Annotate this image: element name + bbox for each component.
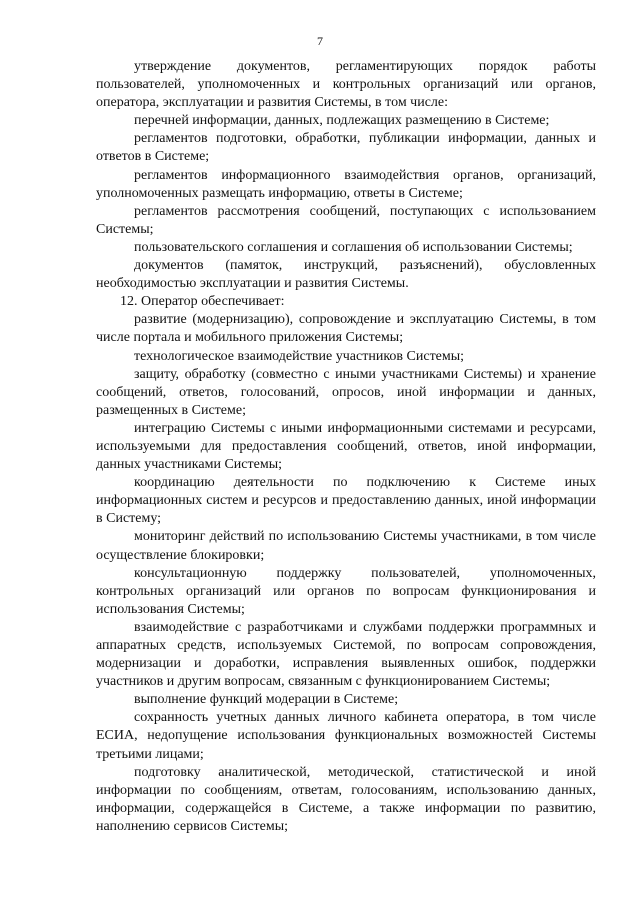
paragraph-technological-interaction: технологическое взаимодействие участников Системы; xyxy=(134,348,465,364)
paragraph-account-security: сохранность учетных данных личного кабинета оператора, в том числе ЕСИА, недопущение использования функциональных возможностей Системы третьими лицами; xyxy=(96,710,596,762)
paragraph-moderation: выполнение функций модерации в Системе; xyxy=(134,692,399,708)
paragraph-connection-coordination: координацию деятельности по подключению к Системе иных информационных систем и ресурсов и предоставлению данных, иной информации в Систему; xyxy=(96,475,596,527)
paragraph-system-integration: интеграцию Системы с иными информационными системами и ресурсами, используемыми для предоставления сообщений, ответов, иной информации, данных участниками Системы; xyxy=(96,420,596,473)
paragraph-interaction-regulations: регламентов информационного взаимодействия органов, организаций, уполномоченных размещать информацию, ответы в Системе; xyxy=(96,167,596,201)
paragraph-preparation-regulations: регламентов подготовки, обработки, публикации информации, данных и ответов в Системе; xyxy=(96,131,596,165)
paragraph-data-protection: защиту, обработку (совместно с иными участниками Системы) и хранение сообщений, ответов, голосований, опросов, иной информации и данных, размещенных в Системе; xyxy=(96,366,596,418)
paragraph-consulting-support: консультационную поддержку пользователей, уполномоченных, контрольных организаций или органов по вопросам функционирования и использования Системы; xyxy=(96,565,596,617)
paragraph-system-development: развитие (модернизацию), сопровождение и эксплуатацию Системы, в том числе портала и мобильного приложения Системы; xyxy=(96,312,596,346)
page-number: 7 xyxy=(317,34,323,48)
paragraph-analytics-preparation: подготовку аналитической, методической, статистической и иной информации по сообщениям, ответам, голосованиям, использованию данных, информации, содержащейся в Системе, а также информации по развитию, наполнению сервисов Системы; xyxy=(96,764,596,834)
paragraph-approval-of-documents: утверждение документов, регламентирующих порядок работы пользователей, уполномоченных и контрольных организаций или органов, оператора, эксплуатации и развития Системы, в том числе: xyxy=(96,59,596,111)
paragraph-information-lists: перечней информации, данных, подлежащих размещению в Системе; xyxy=(134,113,550,129)
paragraph-monitoring: мониторинг действий по использованию Системы участниками, в том числе осуществление блокировки; xyxy=(96,529,596,563)
paragraph-review-regulations: регламентов рассмотрения сообщений, поступающих с использованием Системы; xyxy=(96,203,596,237)
paragraph-guidance-documents: документов (памяток, инструкций, разъяснений), обусловленных необходимостью эксплуатации и развития Системы. xyxy=(96,258,596,292)
document-body xyxy=(96,58,596,836)
paragraph-user-agreement: пользовательского соглашения и соглашения об использовании Системы; xyxy=(134,239,573,255)
paragraph-developer-interaction: взаимодействие с разработчиками и службами поддержки программных и аппаратных средств, используемых Системой, по вопросам сопровождения, модернизации и доработки, исправления выявленных ошибок, поддержки участников и другим вопросам, связанным с функционированием Системы; xyxy=(96,619,596,690)
paragraph-section-12-heading: 12. Оператор обеспечивает: xyxy=(120,294,285,310)
